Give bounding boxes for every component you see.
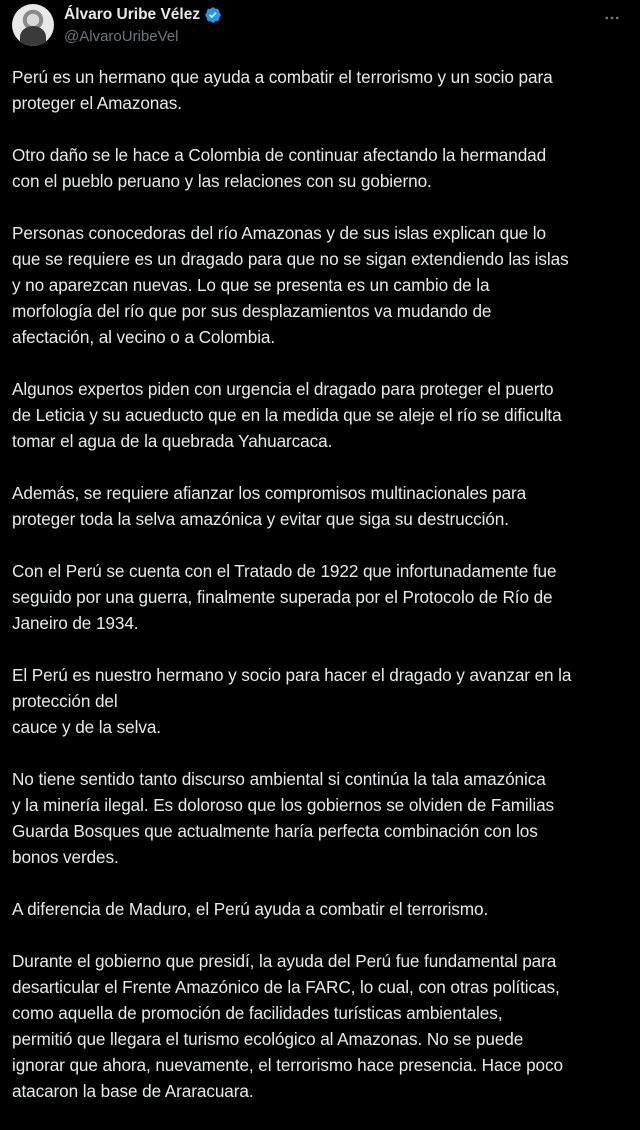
tweet-paragraph: Perú es un hermano que ayuda a combatir el terrorismo y un socio para proteger el Amazonas. (12, 67, 553, 113)
avatar[interactable] (12, 4, 54, 46)
tweet-paragraph: Algunos expertos piden con urgencia el dragado para proteger el puerto de Leticia y su acueducto que en la medida que se aleje el río se dificulta tomar el agua de la quebrada Yahuarcaca. (12, 379, 562, 451)
tweet-paragraph: A diferencia de Maduro, el Perú ayuda a combatir el terrorismo. (12, 899, 489, 919)
tweet-text (12, 64, 628, 1130)
verified-badge-icon[interactable] (204, 6, 222, 24)
tweet-paragraph: Durante el gobierno que presidí, la ayuda del Perú fue fundamental para desarticular el Frente Amazónico de la FARC, lo cual, con otras políticas, como aquella de promoción de facilidades turísticas ambientales, permitió que llegara el turismo ecológico al Amazonas. No se puede ignorar que ahora, nuevamente, el terrorismo hace presencia. Hace poco atacaron la base de Araracuara. (12, 951, 563, 1101)
tweet-paragraph: El Perú es nuestro hermano y socio para hacer el dragado y avanzar en la protección del cauce y de la selva. (12, 665, 572, 737)
tweet-header (12, 2, 628, 50)
tweet-paragraph: No tiene sentido tanto discurso ambiental si continúa la tala amazónica y la minería ilegal. Es doloroso que los gobiernos se olviden de Familias Guarda Bosques que actualmente haría perfecta combinación con los bonos verdes. (12, 769, 555, 867)
tweet-paragraph: Además, se requiere afianzar los compromisos multinacionales para proteger toda la selva amazónica y evitar que siga su destrucción. (12, 483, 527, 529)
author-name-row (64, 6, 222, 24)
more-options-icon[interactable] (600, 8, 624, 28)
author-display-name[interactable]: Álvaro Uribe Vélez (64, 6, 201, 23)
tweet-paragraph: Personas conocedoras del río Amazonas y de sus islas explican que lo que se requiere es un dragado para que no se sigan extendiendo las islas y no aparezcan nuevas. Lo que se presenta es un cambio de la morfología del río que por sus desplazamientos va mudando de afectación, al vecino o a Colombia. (12, 223, 569, 347)
tweet-paragraph: Con el Perú se cuenta con el Tratado de 1922 que infortunadamente fue seguido por una guerra, finalmente superada por el Protocolo de Río de Janeiro de 1934. (12, 561, 557, 633)
tweet-paragraph: Otro daño se le hace a Colombia de continuar afectando la hermandad con el pueblo peruano y las relaciones con su gobierno. (12, 145, 547, 191)
author-handle[interactable]: @AlvaroUribeVel (64, 28, 179, 45)
